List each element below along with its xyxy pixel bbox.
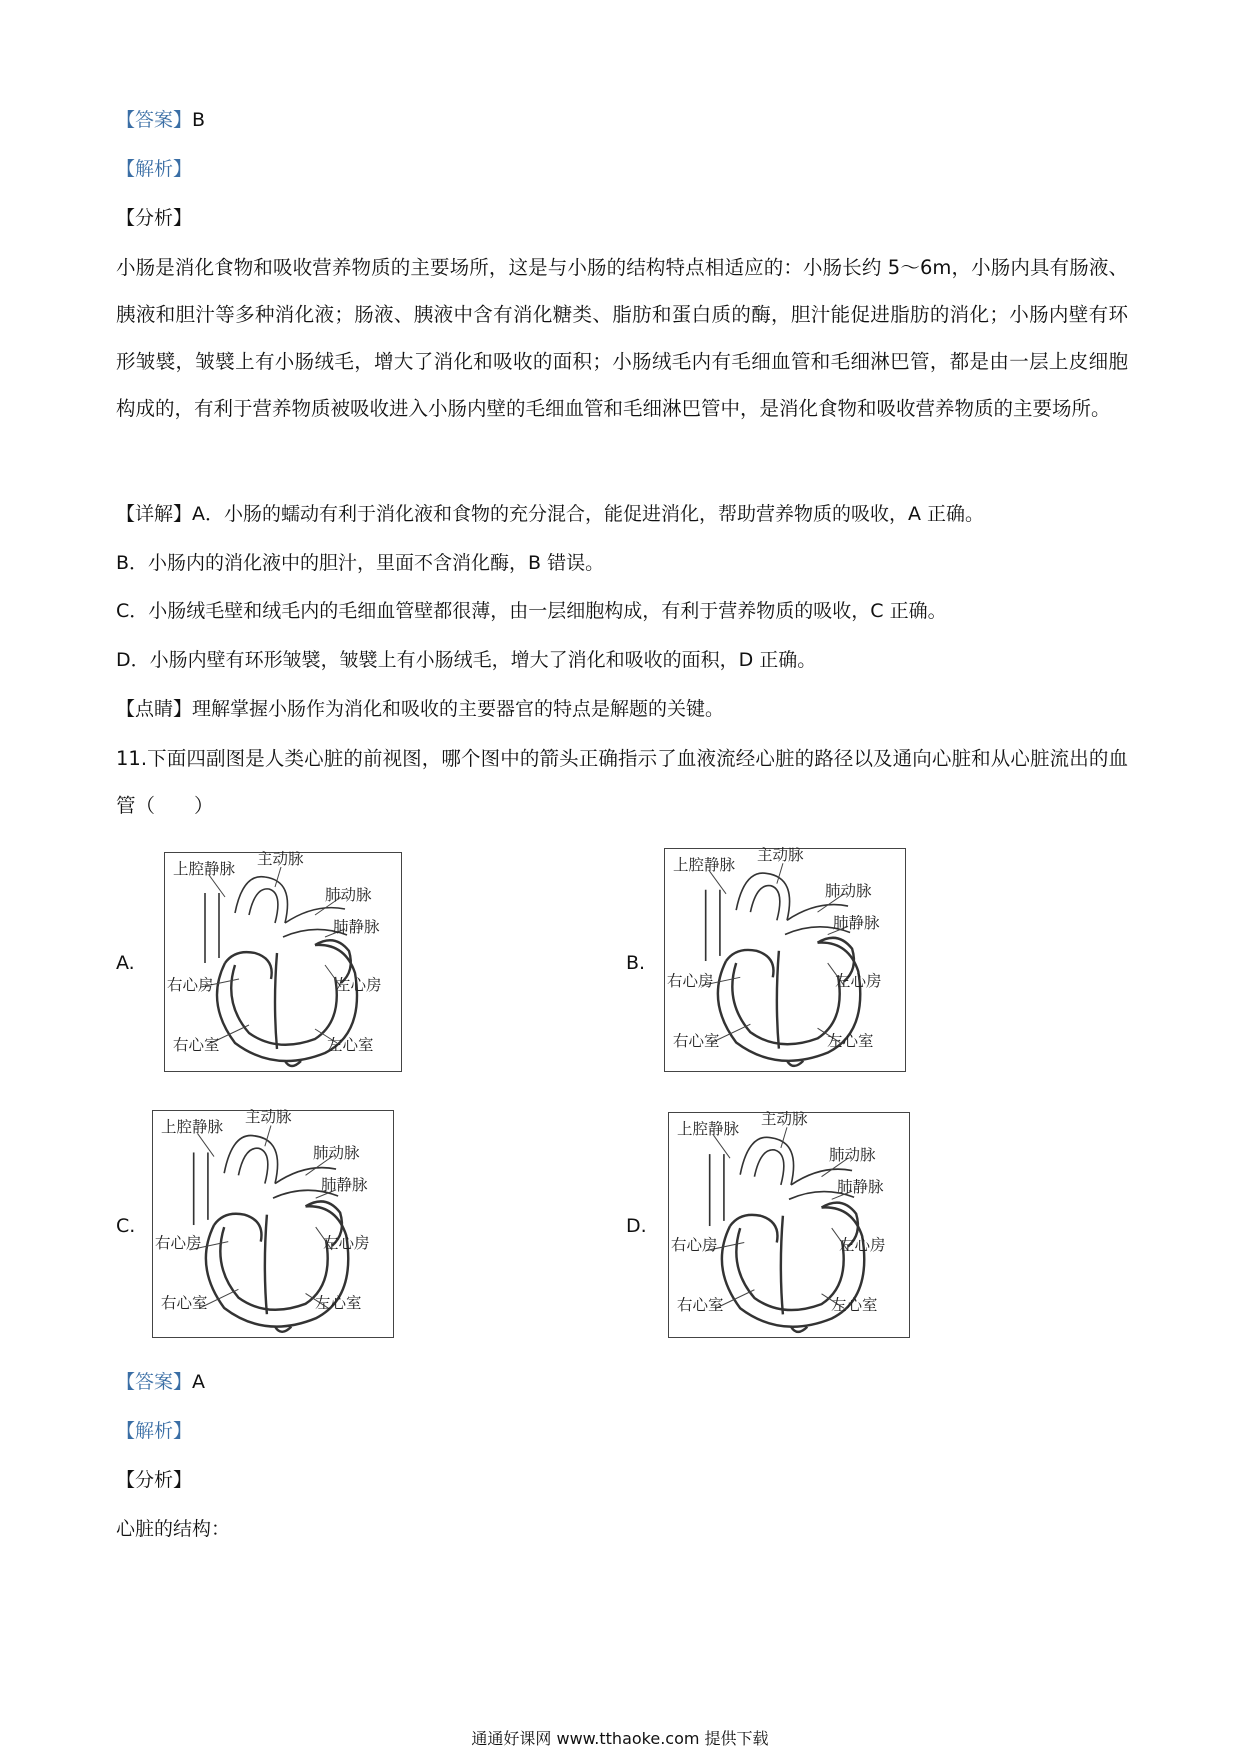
- label-pulm-vein: 肺静脉: [837, 1178, 884, 1196]
- label-pulm-artery: 肺动脉: [825, 882, 872, 900]
- heart-outline-stroke: [740, 1137, 793, 1185]
- q10-line-d: D．小肠内壁有环形皱襞，皱襞上有小肠绒毛，增大了消化和吸收的面积，D 正确。: [116, 649, 817, 671]
- label-rv: 右心室: [677, 1296, 724, 1314]
- heart-outline-stroke: [235, 877, 288, 923]
- heart-outline-stroke: [736, 873, 789, 920]
- answer-tag: 【答案】: [116, 1371, 193, 1393]
- label-lv: 左心室: [827, 1032, 874, 1050]
- q11-answer-line: [116, 1370, 205, 1394]
- label-pulm-artery: 肺动脉: [313, 1144, 360, 1162]
- option-a-heart-figure: [164, 852, 402, 1072]
- label-la: 左心房: [335, 976, 382, 994]
- leader-line: [198, 1134, 214, 1157]
- heart-outline-stroke: [754, 1150, 783, 1185]
- heart-outline-stroke: [238, 1148, 267, 1183]
- label-svc: 上腔静脉: [161, 1118, 224, 1136]
- q10-fenxi-text: 小肠是消化食物和吸收营养物质的主要场所，这是与小肠的结构特点相适应的：小肠长约 5～6m，小肠内具有肠液、胰液和胆汁等多种消化液；肠液、胰液中含有消化糖类、脂肪和蛋白质的酶，胆汁能促进脂肪的消化；小肠内壁有环形皱襞，皱襞上有小肠绒毛，增大了消化和吸收的面积；小肠绒毛内有毛细血管和毛细淋巴管，都是由一层上皮细胞构成的，有利于营养物质被吸收进入小肠内壁的毛细血管和毛细淋巴管中，是消化食物和吸收营养物质的主要场所。: [116, 256, 1128, 420]
- q11-fenxi-tag: [116, 1468, 192, 1492]
- label-ra: 右心房: [155, 1234, 202, 1252]
- heart-outline-stroke: [777, 951, 779, 1049]
- label-svc: 上腔静脉: [173, 860, 236, 878]
- label-la: 左心房: [835, 972, 882, 990]
- q10-fenxi-tag: [116, 206, 192, 230]
- label-rv: 右心室: [161, 1294, 208, 1312]
- label-aorta: 主动脉: [245, 1108, 292, 1126]
- label-pulm-vein: 肺静脉: [321, 1176, 368, 1194]
- page-footer: 通通好课网 www.tthaoke.com 提供下载: [471, 1729, 769, 1748]
- label-pulm-vein: 肺静脉: [833, 914, 880, 932]
- heart-outline-stroke: [275, 953, 277, 1049]
- label-lv: 左心室: [327, 1036, 374, 1054]
- xiangjie-tag: 【详解】: [116, 503, 193, 525]
- answer-value: B: [192, 109, 206, 131]
- dianjing-text: 理解掌握小肠作为消化和吸收的主要器官的特点是解题的关键。: [192, 698, 725, 720]
- label-svc: 上腔静脉: [673, 856, 736, 874]
- q11-structure-text: 心脏的结构：: [116, 1518, 231, 1540]
- option-a-letter: A.: [116, 952, 135, 974]
- fenxi-tag: 【分析】: [116, 207, 193, 229]
- q10-answer-line: [116, 108, 205, 132]
- q10-analysis-tag: [116, 157, 192, 181]
- label-rv: 右心室: [673, 1032, 720, 1050]
- label-lv: 左心室: [315, 1294, 362, 1312]
- dianjing-tag: 【点睛】: [116, 698, 193, 720]
- answer-value: A: [192, 1371, 206, 1393]
- label-lv: 左心室: [831, 1296, 878, 1314]
- q10-line-c: C．小肠绒毛壁和绒毛内的毛细血管壁都很薄，由一层细胞构成，有利于营养物质的吸收，C 正确。: [116, 600, 947, 622]
- xiangjie-a-text: A．小肠的蠕动有利于消化液和食物的充分混合，能促进消化，帮助营养物质的吸收，A 正确。: [192, 503, 985, 525]
- heart-outline-stroke: [265, 1215, 267, 1315]
- label-pulm-vein: 肺静脉: [333, 918, 380, 936]
- heart-outline-stroke: [781, 1216, 783, 1315]
- option-c-heart-figure: [152, 1110, 394, 1338]
- option-d-heart-figure: [668, 1112, 910, 1338]
- label-pulm-artery: 肺动脉: [325, 886, 372, 904]
- label-pulm-artery: 肺动脉: [829, 1146, 876, 1164]
- q11-analysis-tag: [116, 1419, 192, 1443]
- label-ra: 右心房: [167, 976, 214, 994]
- q10-line-b: B．小肠内的消化液中的胆汁，里面不含消化酶，B 错误。: [116, 552, 605, 574]
- heart-outline-stroke: [224, 1136, 277, 1184]
- q10-xiangjie-a: [116, 502, 984, 526]
- label-la: 左心房: [323, 1234, 370, 1252]
- heart-outline-stroke: [249, 889, 278, 923]
- answer-tag: 【答案】: [116, 109, 193, 131]
- label-aorta: 主动脉: [757, 846, 804, 864]
- option-b-heart-figure: [664, 848, 906, 1072]
- q11-question: 11.下面四副图是人类心脏的前视图，哪个图中的箭头正确指示了血液流经心脏的路径以及通向心脏和从心脏流出的血管（ ）: [116, 747, 1128, 817]
- label-rv: 右心室: [173, 1036, 220, 1054]
- fenxi-tag: 【分析】: [116, 1469, 193, 1491]
- label-aorta: 主动脉: [761, 1110, 808, 1128]
- option-c-letter: C.: [116, 1215, 136, 1237]
- option-d-letter: D.: [626, 1215, 647, 1237]
- label-aorta: 主动脉: [257, 850, 304, 868]
- q10-dianjing: [116, 697, 724, 721]
- label-ra: 右心房: [667, 972, 714, 990]
- label-svc: 上腔静脉: [677, 1120, 740, 1138]
- analysis-tag: 【解析】: [116, 158, 193, 180]
- analysis-tag: 【解析】: [116, 1420, 193, 1442]
- label-la: 左心房: [839, 1236, 886, 1254]
- heart-outline-stroke: [750, 886, 779, 921]
- option-b-letter: B.: [626, 952, 646, 974]
- label-ra: 右心房: [671, 1236, 718, 1254]
